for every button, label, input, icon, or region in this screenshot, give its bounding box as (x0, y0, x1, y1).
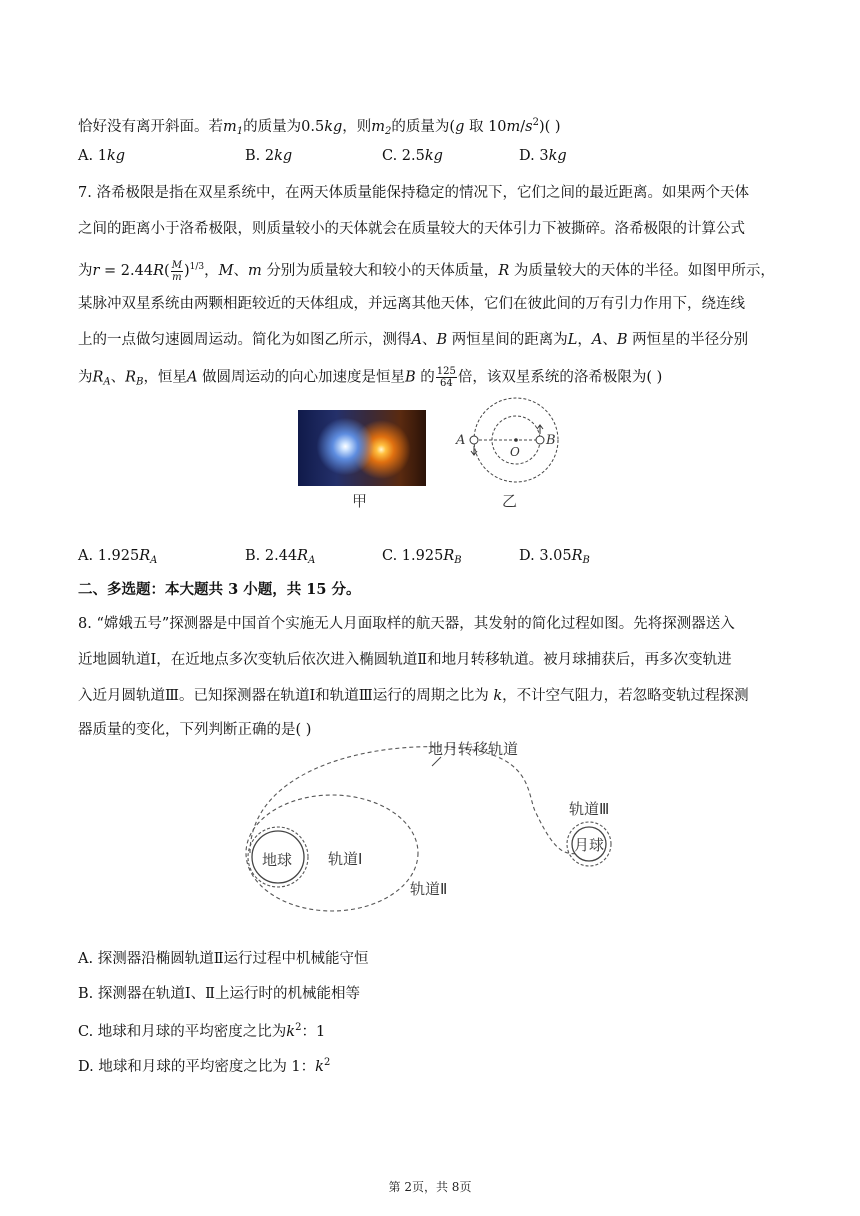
velocity-arrow-b (537, 425, 543, 434)
label-earth: 地球 (262, 851, 293, 869)
label-orbit-iii: 轨道Ⅲ (569, 800, 610, 818)
figure-caption-jia: 甲 (352, 492, 368, 510)
figure-caption-yi: 乙 (502, 492, 518, 510)
label-o: O (510, 445, 520, 459)
binary-star-photo (298, 410, 426, 486)
q7-line-2: 之间的距离小于洛希极限，则质量较小的天体就会在质量较大的天体引力下被撕碎。洛希极限的计算公式 (78, 221, 745, 237)
q6-options (78, 145, 778, 167)
q6-option-c[interactable]: C. 2.5kg (382, 148, 443, 164)
q6-option-d[interactable]: D. 3kg (519, 148, 567, 164)
binary-orbit-diagram (452, 396, 564, 496)
q7-options (78, 545, 778, 567)
label-transfer-orbit: 地月转移轨道 (428, 740, 519, 758)
label-a: A (456, 433, 466, 448)
label-moon: 月球 (574, 836, 605, 854)
q7-line-3: 为r = 2.44R( $\frac{M}{m}$ )$^{1/3}$，M、m 分别为质量较大和较小的天体质量，R 为质量较大的天体的半径。如图甲所示， (78, 259, 775, 283)
q8-line-1: 8. “嫦娥五号”探测器是中国首个实施无人月面取样的航天器，其发射的简化过程如图。先将探测器送入 (78, 616, 735, 632)
q8-line-4: 器质量的变化，下列判断正确的是( ) (78, 722, 312, 738)
q7-option-c[interactable]: C. $1.925R_B$ (382, 548, 462, 566)
label-orbit-ii: 轨道Ⅱ (410, 880, 448, 898)
q7-option-d[interactable]: D. $3.05R_B$ (519, 548, 590, 566)
q7-line-6: 为$R_A$、$R_B$，恒星A 做圆周运动的向心加速度是恒星B 的 $\frac{125}{64}$ 倍，该双星系统的洛希极限为( ) (78, 366, 663, 389)
q8-line-2: 近地圆轨道Ⅰ，在近地点多次变轨后依次进入椭圆轨道Ⅱ和地月转移轨道。被月球捕获后，再多次变轨进 (78, 652, 732, 668)
fraction-125-64: $\frac{125}{64}$ (436, 366, 456, 389)
q8-option-c[interactable]: C. 地球和月球的平均密度之比为$k^2$：1 (78, 1022, 326, 1040)
center-o-dot (514, 438, 518, 442)
q7-line-1: 7. 洛希极限是指在双星系统中，在两天体质量能保持稳定的情况下，它们之间的最近距离。如果两个天体 (78, 185, 749, 201)
label-orbit-i: 轨道Ⅰ (328, 850, 363, 868)
fraction-M-m: $\frac{M}{m}$ (171, 259, 182, 283)
q6-stem-end: 恰好没有离开斜面。若$m_1$的质量为0.5kg，则$m_2$的质量为(g 取 $10m/s^2$)( ) (78, 117, 561, 137)
q7-line-4: 某脉冲双星系统由两颗相距较近的天体组成，并远离其他天体，它们在彼此间的万有引力作用下，绕连线 (78, 296, 745, 312)
transfer-orbit (250, 747, 581, 854)
q8-option-b[interactable]: B. 探测器在轨道Ⅰ、Ⅱ上运行时的机械能相等 (78, 986, 360, 1002)
label-b: B (546, 433, 556, 448)
star-a-dot (470, 436, 478, 444)
q8-option-d[interactable]: D. 地球和月球的平均密度之比为 1：$k^2$ (78, 1057, 331, 1075)
star-b-dot (536, 436, 544, 444)
q8-line-3: 入近月圆轨道Ⅲ。已知探测器在轨道Ⅰ和轨道Ⅲ运行的周期之比为 k，不计空气阻力，若忽略变轨过程探测 (78, 688, 749, 704)
q8-option-a[interactable]: A. 探测器沿椭圆轨道Ⅱ运行过程中机械能守恒 (78, 951, 369, 967)
q7-option-a[interactable]: A. $1.925R_A$ (78, 548, 158, 566)
q6-option-b[interactable]: B. 2kg (245, 148, 293, 164)
section-heading-multi-choice: 二、多选题：本大题共 3 小题，共 15 分。 (78, 581, 361, 598)
page-footer: 第 2页，共 8页 (388, 1180, 472, 1194)
q6-option-a[interactable]: A. 1kg (78, 148, 126, 164)
q7-line-5: 上的一点做匀速圆周运动。简化为如图乙所示，测得A、B 两恒星间的距离为L，A、B 两恒星的半径分别 (78, 332, 749, 348)
q7-option-b[interactable]: B. $2.44R_A$ (245, 548, 316, 566)
